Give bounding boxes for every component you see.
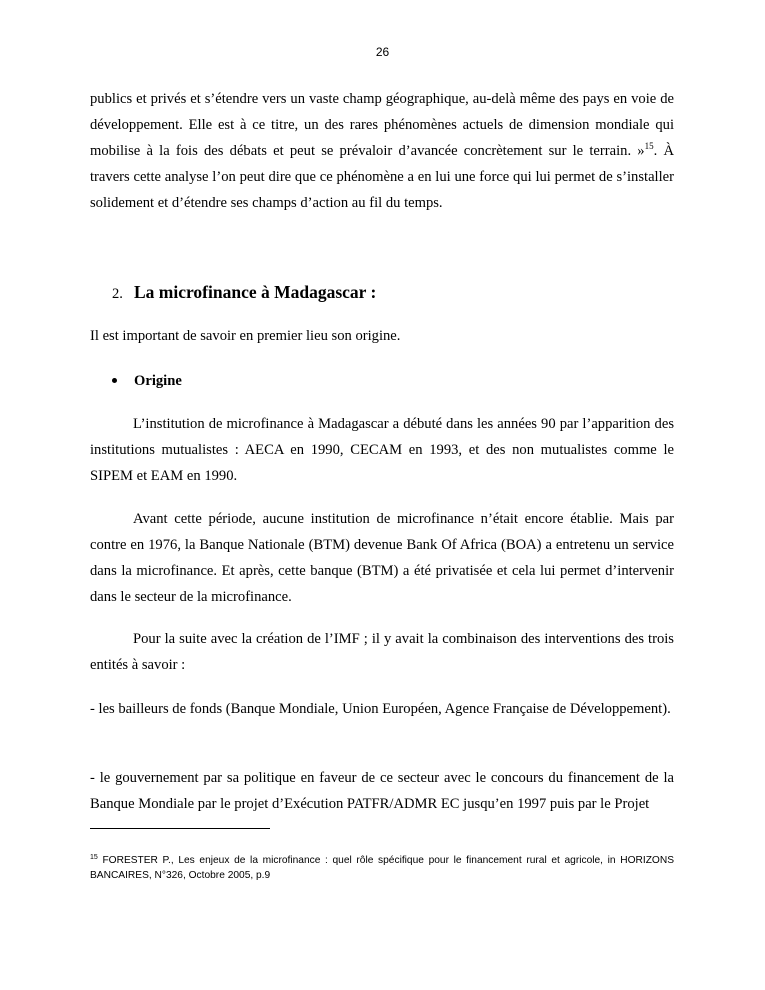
list-item: - le gouvernement par sa politique en faveur de ce secteur avec le concours du financement de la Banque Mondiale par le projet d’Exécution PATFR/ADMR EC jusqu’en 1997 puis par le Projet: [90, 770, 674, 812]
paragraph-history: Avant cette période, aucune institution de microfinance n’était encore établie. Mais par contre en 1976, la Banque Nationale (BTM) devenue Bank Of Africa (BOA) a entretenu un service dans la microfinance. Et après, cette banque (BTM) a été privatisée et cela lui permet d’intervenir dans le secteur de la microfinance.: [90, 511, 674, 605]
footnote-divider: [90, 828, 270, 829]
intro-paragraph: Il est important de savoir en premier lieu son origine.: [90, 328, 401, 344]
footnote-text: FORESTER P., Les enjeux de la microfinance : quel rôle spécifique pour le financement rural et agricole, in HORIZONS BANCAIRES, N°326, Octobre 2005, p.9: [90, 855, 674, 881]
section-title: La microfinance à Madagascar :: [133, 282, 377, 302]
subheading-bullet: [112, 368, 182, 394]
section-heading: [112, 279, 376, 307]
subheading-label: Origine: [134, 373, 182, 389]
paragraph-text: . À travers cette analyse l’on peut dire que ce phénomène a en lui une force qui lui permet de s’installer solidement et d’étendre ses champs d’action au fil du temps.: [90, 143, 675, 211]
paragraph-continuation: [90, 86, 674, 216]
section-number: 2.: [112, 286, 123, 302]
bullet-icon: [112, 378, 117, 383]
footnote-number: 15: [90, 854, 98, 861]
footnote: [90, 853, 674, 883]
paragraph-entities: Pour la suite avec la création de l’IMF ; il y avait la combinaison des interventions des trois entités à savoir :: [90, 631, 674, 673]
paragraph-origin: L’institution de microfinance à Madagascar a débuté dans les années 90 par l’apparition des institutions mutualistes : AECA en 1990, CECAM en 1993, et des non mutualistes comme le SIPEM et EAM en 1990.: [90, 416, 674, 484]
list-item: - les bailleurs de fonds (Banque Mondiale, Union Européen, Agence Française de Développement).: [90, 701, 671, 717]
page-number: 26: [375, 45, 390, 59]
footnote-reference[interactable]: 15: [644, 141, 654, 151]
paragraph-text: publics et privés et s’étendre vers un vaste champ géographique, au-delà même des pays en voie de développement. Elle est à ce titre, un des rares phénomènes actuels de dimension mondiale qui mobilise à la fois des débats et peut se prévaloir d’avancée concrètement sur le terrain. »: [90, 91, 674, 159]
